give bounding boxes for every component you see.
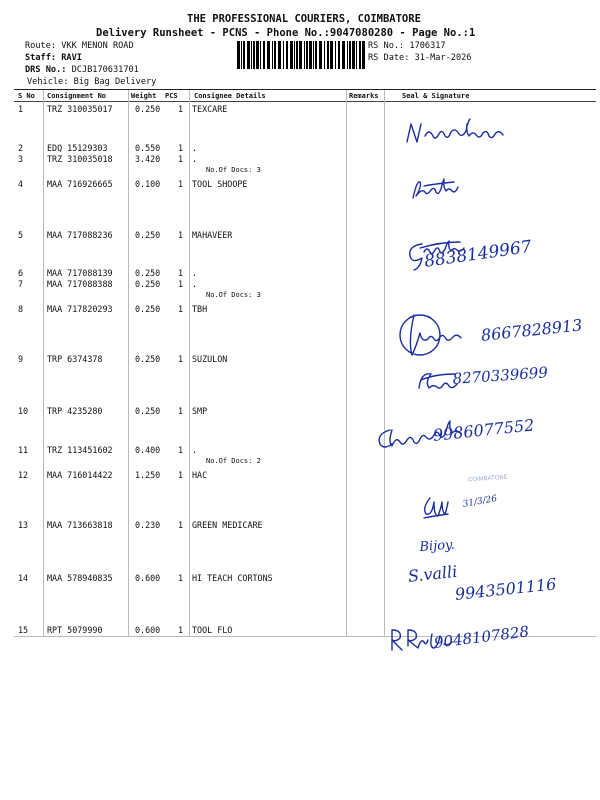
cell-sno: 9 <box>18 354 24 364</box>
cell-sno: 3 <box>18 154 24 164</box>
cell-consignee: HAC <box>192 470 208 480</box>
barcode-bar <box>362 41 365 69</box>
cell-consignment: TRP 4235280 <box>47 406 103 416</box>
col-header-consignee: Consignee Details <box>194 92 266 100</box>
barcode-bar <box>335 41 336 69</box>
cell-weight: 0.250 <box>135 268 161 278</box>
barcode-bar <box>306 41 308 69</box>
col-header-sno: S No <box>18 92 35 100</box>
cell-weight: 0.250 <box>135 354 161 364</box>
cell-sno: 15 <box>18 625 29 635</box>
cell-consignee: HI TEACH CORTONS <box>192 573 273 583</box>
cell-consignment: MAA 717820293 <box>47 304 113 314</box>
cell-sno: 10 <box>18 406 29 416</box>
cell-consignee: SUZULON <box>192 354 228 364</box>
column-divider <box>384 90 385 636</box>
cell-pcs: 1 <box>178 279 184 289</box>
table-header-rule <box>14 101 596 102</box>
barcode-bar <box>324 41 325 69</box>
barcode-bar <box>342 41 345 69</box>
docs-note: No.Of Docs: 3 <box>206 291 261 299</box>
docs-note: No.Of Docs: 3 <box>206 166 261 174</box>
docs-note: No.Of Docs: 2 <box>206 457 261 465</box>
stamp-text: COIMBATORE <box>467 474 508 484</box>
barcode-bar <box>263 41 265 69</box>
cell-consignee: GREEN MEDICARE <box>192 520 263 530</box>
handwritten-phone: 8838149967 <box>423 236 533 272</box>
barcode-bar <box>286 41 288 69</box>
cell-pcs: 1 <box>178 179 184 189</box>
cell-weight: 0.250 <box>135 279 161 289</box>
cell-consignment: TRZ 310035018 <box>47 154 113 164</box>
cell-pcs: 1 <box>178 268 184 278</box>
cell-weight: 0.600 <box>135 625 161 635</box>
barcode-bar <box>313 41 314 69</box>
column-divider <box>189 90 190 636</box>
rs-number: RS No.: 1706317 <box>368 41 446 51</box>
cell-consignment: TRZ 113451602 <box>47 445 113 455</box>
handwritten-phone: 9943501116 <box>454 574 558 604</box>
cell-consignee: . <box>192 143 198 153</box>
barcode-bar <box>247 41 250 69</box>
cell-pcs: 1 <box>178 470 184 480</box>
staff-label: Staff: RAVI <box>25 53 82 63</box>
cell-consignee: . <box>192 279 198 289</box>
barcode-bar <box>347 41 348 69</box>
cell-consignment: MAA 716014422 <box>47 470 113 480</box>
cell-consignee: MAHAVEER <box>192 230 233 240</box>
col-header-weight: Weight <box>131 92 157 100</box>
barcode-bar <box>349 41 351 69</box>
cell-weight: 0.100 <box>135 179 161 189</box>
cell-consignee: . <box>192 445 198 455</box>
barcode-bar <box>352 41 355 69</box>
cell-pcs: 1 <box>178 354 184 364</box>
cell-consignment: TRZ 310035017 <box>47 104 113 114</box>
cell-weight: 0.400 <box>135 445 161 455</box>
handwritten-phone: 8667828913 <box>480 315 584 345</box>
cell-sno: 6 <box>18 268 24 278</box>
cell-pcs: 1 <box>178 104 184 114</box>
barcode-bar <box>338 41 340 69</box>
cell-consignee: TOOL SHOOPE <box>192 179 248 189</box>
cell-weight: 0.550 <box>135 143 161 153</box>
cell-weight: 0.250 <box>135 304 161 314</box>
barcode-bar <box>278 41 281 69</box>
cell-sno: 7 <box>18 279 24 289</box>
barcode-bar <box>272 41 273 69</box>
handwritten-phone: 9986077552 <box>432 415 536 445</box>
cell-consignment: MAA 578940835 <box>47 573 113 583</box>
cell-consignment: MAA 717088139 <box>47 268 113 278</box>
cell-sno: 2 <box>18 143 24 153</box>
cell-sno: 5 <box>18 230 24 240</box>
cell-sno: 11 <box>18 445 29 455</box>
barcode-bar <box>296 41 298 69</box>
cell-pcs: 1 <box>178 304 184 314</box>
barcode-bar <box>304 41 305 69</box>
barcode-bar <box>330 41 333 69</box>
barcode-bar <box>359 41 361 69</box>
cell-consignment: EDQ 15129303 <box>47 143 108 153</box>
cell-consignee: . <box>192 268 198 278</box>
barcode-bar <box>237 41 240 69</box>
cell-consignment: MAA 717088236 <box>47 230 113 240</box>
cell-pcs: 1 <box>178 154 184 164</box>
cell-weight: 0.250 <box>135 230 161 240</box>
signature-row-4 <box>410 176 470 202</box>
cell-pcs: 1 <box>178 143 184 153</box>
handwritten-phone: 8270339699 <box>452 363 549 388</box>
drs-value: DCJB170631701 <box>71 65 139 75</box>
cell-sno: 13 <box>18 520 29 530</box>
rs-date: RS Date: 31-Mar-2026 <box>368 53 472 63</box>
cell-consignee: . <box>192 154 198 164</box>
faint-stamp <box>468 475 508 484</box>
cell-weight: 0.250 <box>135 406 161 416</box>
drs-number <box>25 65 139 75</box>
cell-weight: 0.250 <box>135 104 161 114</box>
barcode-bar <box>267 41 270 69</box>
col-header-pcs: PCS <box>165 92 178 100</box>
barcode-bar <box>327 41 329 69</box>
cell-pcs: 1 <box>178 445 184 455</box>
cell-consignment: TRP 6374378 <box>47 354 103 364</box>
barcode-bar <box>309 41 312 69</box>
barcode-bar <box>243 41 245 69</box>
cell-sno: 14 <box>18 573 29 583</box>
cell-pcs: 1 <box>178 230 184 240</box>
handwritten-phone: 9048107828 <box>433 622 530 652</box>
cell-sno: 1 <box>18 104 24 114</box>
cell-pcs: 1 <box>178 573 184 583</box>
barcode-bar <box>290 41 293 69</box>
barcode-bar <box>294 41 295 69</box>
cell-consignee: TOOL FLO <box>192 625 233 635</box>
barcode <box>237 41 365 69</box>
cell-consignment: RPT 5079990 <box>47 625 103 635</box>
col-header-seal: Seal & Signature <box>402 92 470 100</box>
cell-pcs: 1 <box>178 625 184 635</box>
cell-consignee: TBH <box>192 304 208 314</box>
cell-weight: 1.250 <box>135 470 161 480</box>
col-header-consignment: Consignment No <box>47 92 107 100</box>
cell-weight: 0.230 <box>135 520 161 530</box>
barcode-bar <box>299 41 302 69</box>
cell-consignee: TEXCARE <box>192 104 228 114</box>
cell-consignment: MAA 717088388 <box>47 279 113 289</box>
col-header-remarks: Remarks <box>349 92 379 100</box>
barcode-bar <box>260 41 261 69</box>
cell-sno: 4 <box>18 179 24 189</box>
handwritten-name: S.valli <box>407 561 459 586</box>
table-top-rule <box>14 89 596 90</box>
cell-weight: 0.600 <box>135 573 161 583</box>
company-name: THE PROFESSIONAL COURIERS, COIMBATORE <box>187 13 421 25</box>
cell-sno: 8 <box>18 304 24 314</box>
route-label: Route: VKK MENON ROAD <box>25 41 134 51</box>
barcode-bar <box>251 41 252 69</box>
barcode-bar <box>283 41 284 69</box>
cell-weight: 3.420 <box>135 154 161 164</box>
barcode-bar <box>356 41 357 69</box>
barcode-bar <box>256 41 259 69</box>
cell-consignment: MAA 713663818 <box>47 520 113 530</box>
runsheet-title: Delivery Runsheet - PCNS - Phone No.:9047080280 - Page No.:1 <box>96 27 476 39</box>
barcode-bar <box>315 41 317 69</box>
barcode-bar <box>241 41 242 69</box>
drs-label: DRS No.: <box>25 65 67 75</box>
column-divider <box>346 90 347 636</box>
barcode-bar <box>274 41 276 69</box>
signature-row-8 <box>396 305 486 367</box>
cell-sno: 12 <box>18 470 29 480</box>
cell-pcs: 1 <box>178 406 184 416</box>
vehicle-label: Vehicle: Big Bag Delivery <box>27 77 157 87</box>
cell-pcs: 1 <box>178 520 184 530</box>
barcode-bar <box>319 41 322 69</box>
barcode-bar <box>253 41 255 69</box>
handwritten-date: 31/3/26 <box>462 493 498 510</box>
handwritten-name: Bijoy. <box>419 537 456 555</box>
signature-row-1 <box>405 118 515 150</box>
cell-consignment: MAA 716926665 <box>47 179 113 189</box>
column-divider <box>43 90 44 636</box>
column-divider <box>128 90 129 636</box>
cell-consignee: SMP <box>192 406 208 416</box>
